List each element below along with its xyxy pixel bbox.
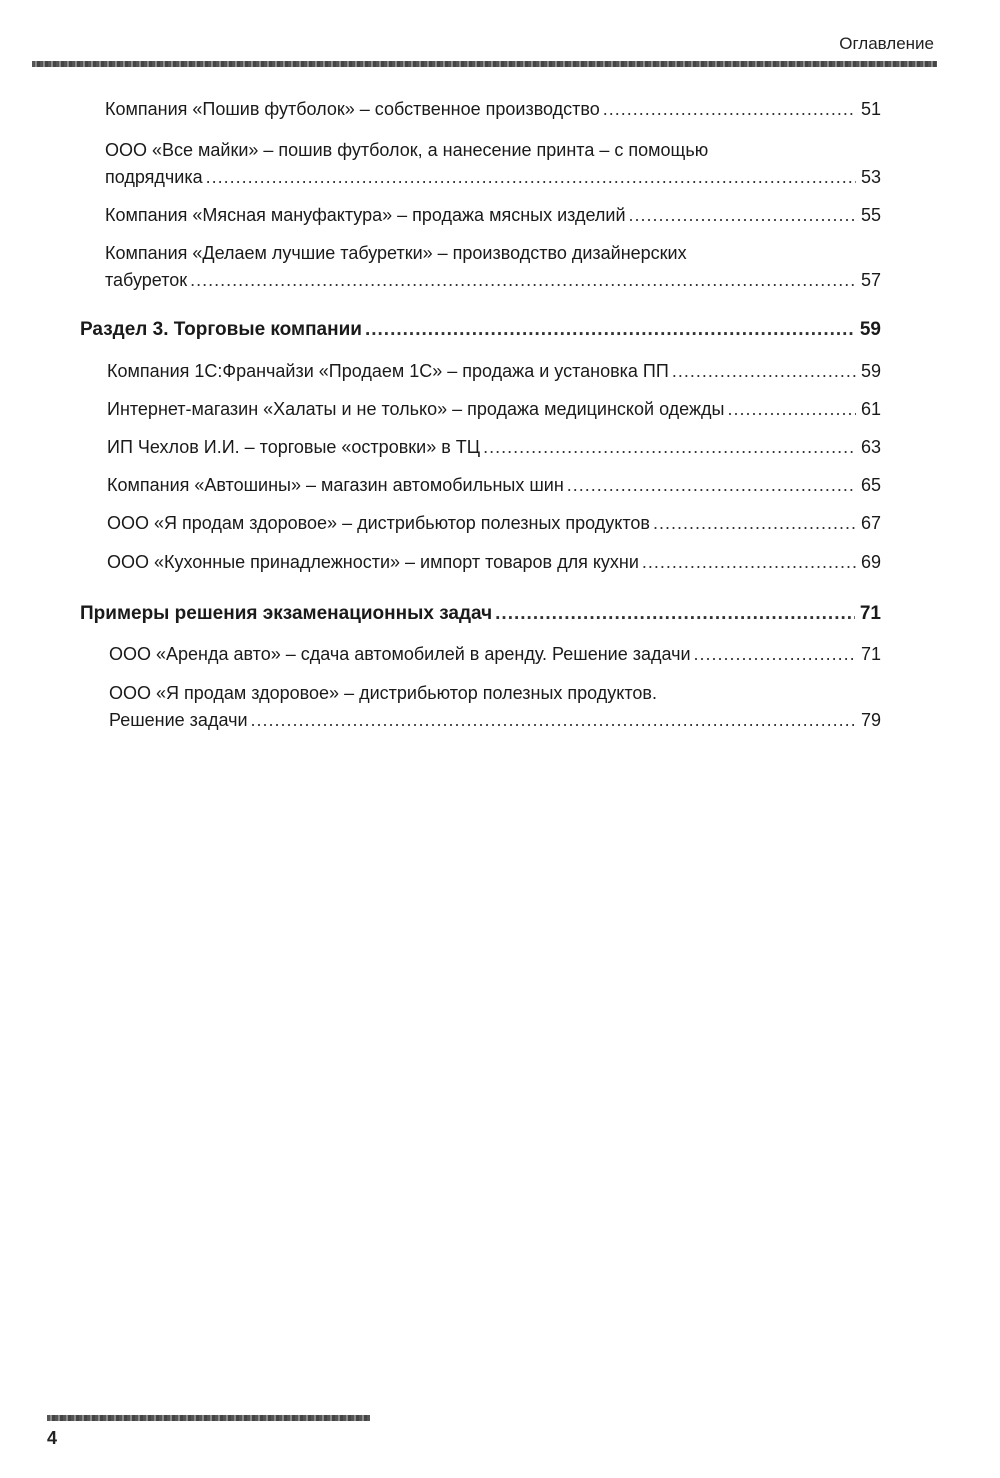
- toc-entry[interactable]: [107, 472, 881, 499]
- toc-section-heading[interactable]: [80, 316, 881, 343]
- dot-leader: [642, 549, 856, 576]
- toc-page-number: 57: [860, 270, 881, 290]
- toc-entry-title-continuation: Решение задачи: [109, 710, 248, 730]
- toc-entry-title: ООО «Я продам здоровое» – дистрибьютор полезных продуктов.: [109, 683, 657, 703]
- toc-entry[interactable]: [107, 358, 881, 385]
- toc-page-number: 61: [860, 399, 881, 419]
- toc-entry-title: Компания 1С:Франчайзи «Продаем 1С» – продажа и установка ПП: [107, 361, 669, 381]
- dot-leader: [653, 510, 856, 537]
- toc-entry[interactable]: [105, 240, 881, 294]
- toc-entry-title: Компания «Пошив футболок» – собственное производство: [105, 99, 600, 119]
- toc-page-number: 79: [860, 710, 881, 730]
- page-number: 4: [47, 1428, 58, 1448]
- header-rule: [32, 61, 937, 67]
- toc-section-title: Примеры решения экзаменационных задач: [80, 603, 493, 624]
- toc-entry-title: Компания «Автошины» – магазин автомобильных шин: [107, 475, 564, 495]
- toc-page-number: 59: [860, 361, 881, 381]
- toc-page-number: 63: [860, 437, 881, 457]
- toc-section-heading[interactable]: [80, 600, 881, 627]
- toc-entry-title: Компания «Делаем лучшие табуретки» – производство дизайнерских: [105, 243, 687, 263]
- toc-page-number: 71: [860, 644, 881, 664]
- dot-leader: [206, 164, 856, 191]
- toc-entry[interactable]: [105, 202, 881, 229]
- footer-rule: [47, 1415, 370, 1421]
- dot-leader: [251, 707, 856, 734]
- dot-leader: [495, 600, 855, 627]
- dot-leader: [603, 96, 856, 123]
- toc-entry-title: ИП Чехлов И.И. – торговые «островки» в ТЦ: [107, 437, 481, 457]
- dot-leader: [694, 641, 856, 668]
- toc-entry-title: ООО «Все майки» – пошив футболок, а нанесение принта – с помощью: [105, 140, 709, 160]
- toc-entry[interactable]: [105, 137, 881, 191]
- toc-entry-title: ООО «Кухонные принадлежности» – импорт товаров для кухни: [107, 552, 639, 572]
- toc-entry-title-continuation: табуреток: [105, 270, 188, 290]
- toc-entry-title: ООО «Я продам здоровое» – дистрибьютор полезных продуктов: [107, 513, 650, 533]
- toc-entry[interactable]: [109, 641, 881, 668]
- toc-page-number: 51: [860, 99, 881, 119]
- toc-entry[interactable]: [107, 510, 881, 537]
- toc-entry[interactable]: [109, 680, 881, 734]
- toc-entry[interactable]: [105, 96, 881, 123]
- toc-entry[interactable]: [107, 549, 881, 576]
- toc-page-number: 59: [859, 319, 881, 340]
- toc-entry-title: Компания «Мясная мануфактура» – продажа мясных изделий: [105, 205, 626, 225]
- running-head-title: Оглавление: [839, 34, 934, 53]
- dot-leader: [727, 396, 855, 423]
- dot-leader: [672, 358, 856, 385]
- dot-leader: [190, 267, 856, 294]
- toc-page-number: 55: [860, 205, 881, 225]
- toc-page-number: 71: [859, 603, 881, 624]
- dot-leader: [365, 316, 855, 343]
- toc-entry[interactable]: [107, 396, 881, 423]
- toc-entry-title: ООО «Аренда авто» – сдача автомобилей в аренду. Решение задачи: [109, 644, 691, 664]
- toc-entry-title-continuation: подрядчика: [105, 167, 203, 187]
- toc-page-number: 67: [860, 513, 881, 533]
- dot-leader: [483, 434, 856, 461]
- toc-page-number: 69: [860, 552, 881, 572]
- toc-page-number: 53: [860, 167, 881, 187]
- toc-page-number: 65: [860, 475, 881, 495]
- toc-section-title: Раздел 3. Торговые компании: [80, 319, 362, 340]
- dot-leader: [629, 202, 856, 229]
- toc-entry-title: Интернет-магазин «Халаты и не только» – продажа медицинской одежды: [107, 399, 725, 419]
- toc-entry[interactable]: [107, 434, 881, 461]
- dot-leader: [567, 472, 856, 499]
